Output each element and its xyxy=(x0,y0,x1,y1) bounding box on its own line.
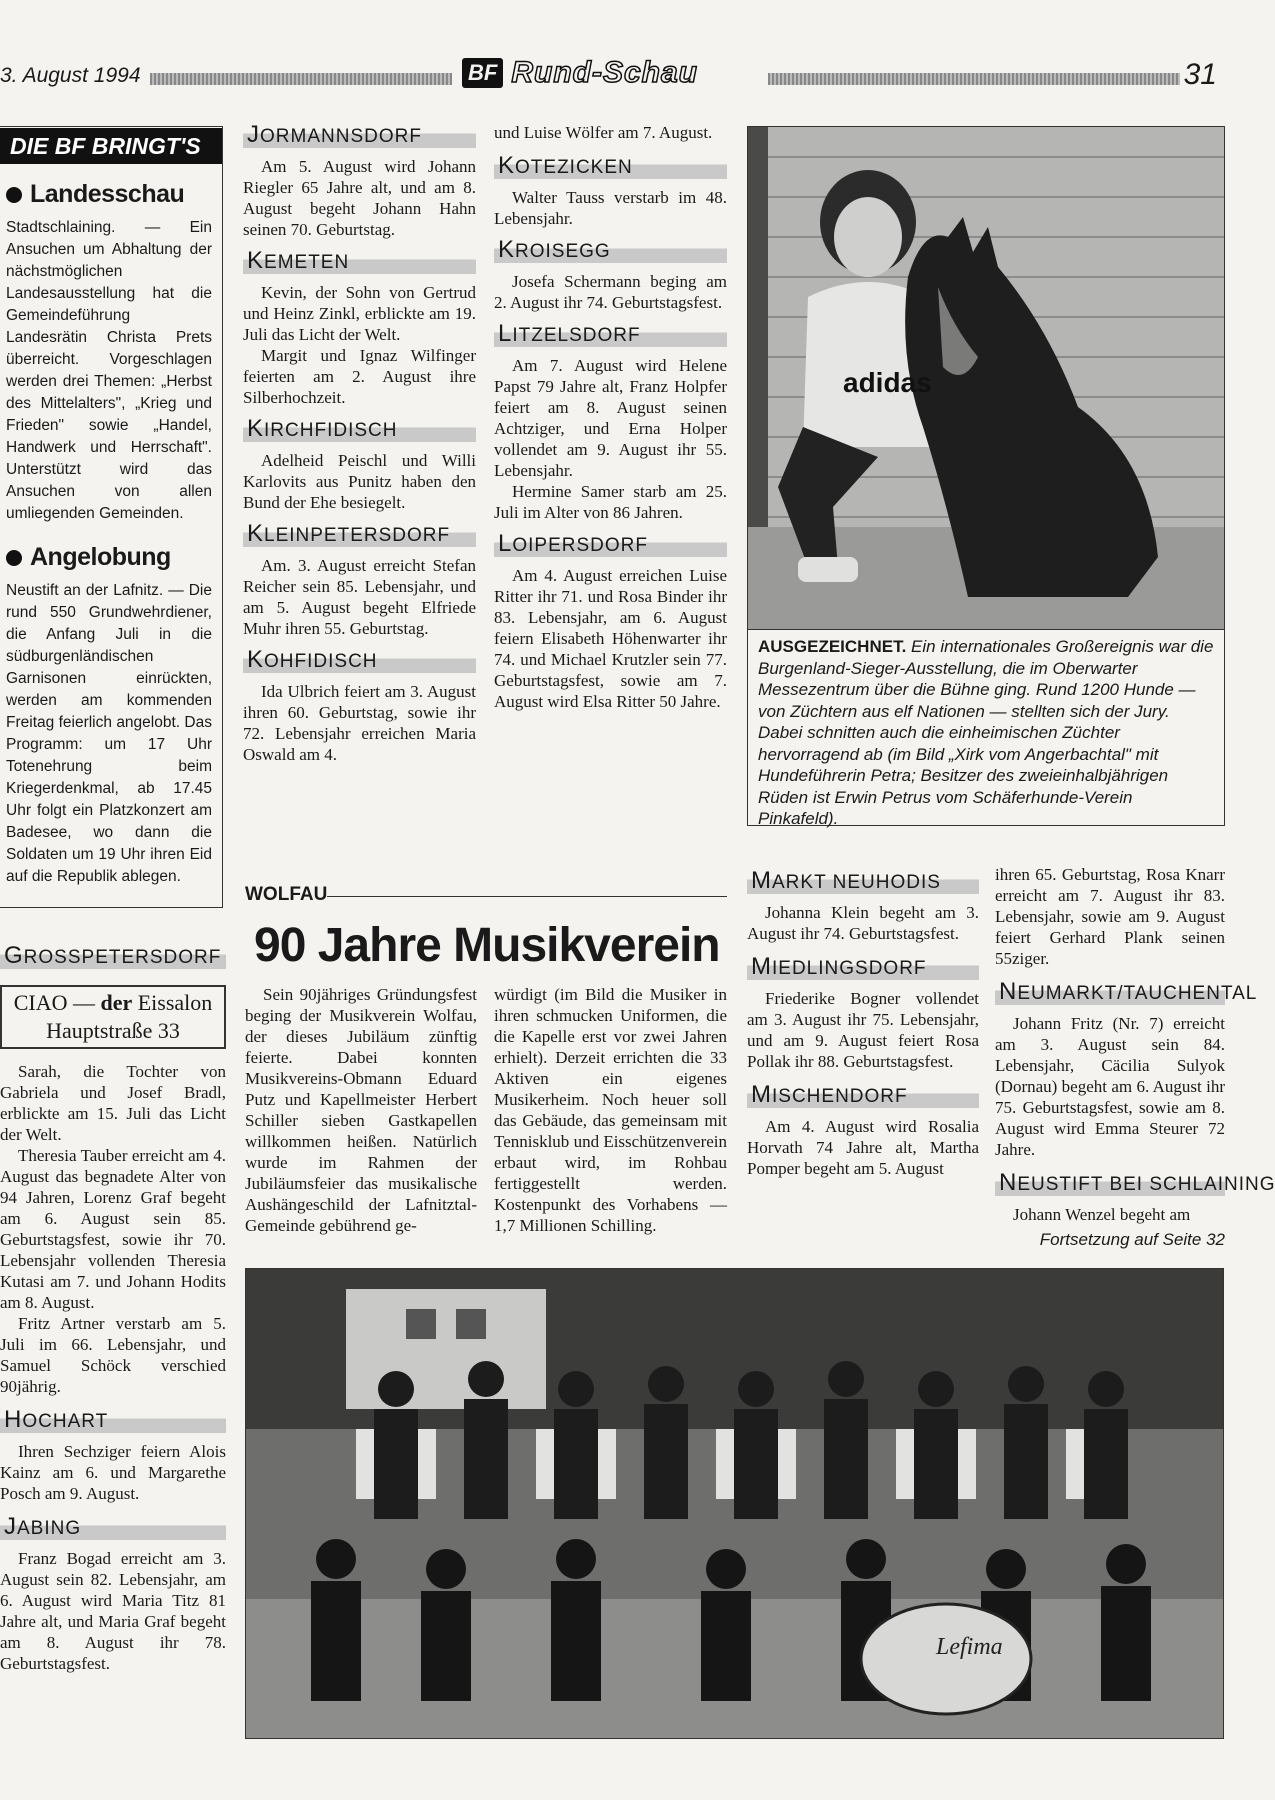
section-heading: JABING xyxy=(0,1514,226,1540)
section-heading: NEUSTIFT BEI SCHLAINING xyxy=(995,1170,1225,1196)
section-heading: KLEINPETERSDORF xyxy=(243,521,476,547)
section-body: Adelheid Peischl und Willi Karlovits aus Punitz haben den Bund der Ehe besiegelt. xyxy=(243,451,476,512)
section-body: Am 4. August erreichen Luise Ritter ihr 71. und Rosa Binder ihr 83. Lebensjahr, am 6. August feiern Elisabeth Höhenwarter ihr 74. und Michael Krutzler sein 77. Geburtstagsfest, sowie am 7. August wird Elsa Ritter 50 Jahre. xyxy=(494,566,727,711)
section-heading: JORMANNSDORF xyxy=(243,122,476,148)
wolfau-kicker-row xyxy=(245,884,728,906)
bf-bringts-banner: DIE BF BRINGT'S xyxy=(0,128,222,164)
band-photo xyxy=(245,1268,1224,1739)
column-6 xyxy=(995,864,1275,1251)
sidebar-item xyxy=(6,543,212,888)
section-body: Friederike Bogner vollendet am 3. August ihr 75. Lebensjahr, und am 9. August feiert Rosa Pollak ihr 88. Geburtstagsfest. xyxy=(747,989,979,1071)
sidebar-item xyxy=(6,180,212,525)
section-heading: KIRCHFIDISCH xyxy=(243,416,476,442)
continued-note: Fortsetzung auf Seite 32 xyxy=(1039,1230,1225,1249)
column-1-lower xyxy=(0,943,226,1674)
section-body: Am 4. August wird Rosalia Horvath 74 Jahre alt, Martha Pomper begeht am 5. August xyxy=(747,1117,979,1178)
section-heading: MIEDLINGSDORF xyxy=(747,954,979,980)
section-heading: LITZELSDORF xyxy=(494,321,727,347)
music-band-group-image xyxy=(246,1269,1223,1738)
section-heading: MARKT NEUHODIS xyxy=(747,868,979,894)
kicker: WOLFAU xyxy=(245,884,328,905)
section-body: Sarah, die Tochter von Gabriela und Josef Bradl, erblickte am 15. Juli das Licht der Welt. Theresia Tauber erreicht am 4. August das begnadete Alter von 94 Jahren, Lorenz Graf begeht am 6. August sein 85. Geburtstagsfest, sowie ihr 70. Lebensjahr vollenden Theresia Kutasi am 7. und Johann Hodits am 8. August. Fritz Artner verstarb am 5. Juli im 66. Lebensjahr, und Samuel Schöck verschied 90jährig. xyxy=(0,1062,226,1396)
column-5 xyxy=(747,868,979,1179)
section-body: Josefa Schermann beging am 2. August ihr 74. Geburtstagsfest. xyxy=(494,272,727,312)
article-text-col1: Sein 90jähriges Gründungsfest beging der Musikverein Wolfau, der dieses Jubiläum zünftig feierte. Dabei konnten Musikvereins-Obmann Eduard Putz und Kapellmeister Herbert Schiller sieben Gastkapellen willkommen heißen. Natürlich wurde im Rahmen der Jubiläumsfeier das musikalische Aushängeschild der Lafnitztal-Gemeinde gebührend ge- xyxy=(245,985,477,1235)
sidebar-heading: Landesschau xyxy=(6,180,212,209)
section-body: Walter Tauss verstarb im 48. Lebensjahr. xyxy=(494,188,727,228)
section-heading: MISCHENDORF xyxy=(747,1082,979,1108)
drum-text: Lefima xyxy=(936,1634,1003,1660)
section-body: Franz Bogad erreicht am 3. August sein 82. Lebensjahr, am 6. August wird Maria Titz 81 Jahre alt, und Maria Graf begeht am 8. August ihr 78. Geburtstagsfest. xyxy=(0,1549,226,1673)
bullet-icon xyxy=(6,550,22,566)
column-2 xyxy=(243,122,476,773)
section-body: und Luise Wölfer am 7. August. xyxy=(494,123,713,142)
section-body: Johann Wenzel begeht am xyxy=(1013,1205,1191,1224)
page-number: 31 xyxy=(1183,58,1217,91)
dog-caption: AUSGEZEICHNET. Ein internationales Großereignis war die Burgenland-Sieger-Ausstellung, die im Oberwarter Messezentrum über die Bühne ging. Rund 1200 Hunde — von Züchtern aus elf Nationen — stellten sich der Jury. Dabei schnitten auch die einheimischen Züchter hervorragend ab (im Bild „Xirk vom Angerbachtal" mit Hundeführerin Petra; Besitzer des zweieinhalbjährigen Rüden ist Erwin Petrus vom Schäferhunde-Verein Pinkafeld). xyxy=(758,637,1214,828)
eissalon-ad: CIAO — der Eissalon Hauptstraße 33 xyxy=(0,985,226,1049)
shirt-text: adidas xyxy=(843,367,932,398)
section-heading: GROSSPETERSDORF xyxy=(0,943,226,969)
dog-caption-box xyxy=(747,630,1225,826)
article-text-col2: würdigt (im Bild die Musiker in ihren schmucken Uniformen, die die Kapelle erst vor zwei Jahren erhielt). Derzeit errichten die 33 Aktiven ein eigenes Musikerheim. Noch heuer soll das Gebäude, das gemeinsam mit Tennisklub und Eisschützenverein erbaut wird, im Rohbau fertiggestellt werden. Kostenpunkt des Vorhabens — 1,7 Millionen Schilling. xyxy=(494,985,727,1235)
sidebar-text: Neustift an der Lafnitz. — Die rund 550 Grundwehrdiener, die Anfang Juli in die südburgenländischen Garnisonen einrückten, werden am kommenden Freitag feierlich angelobt. Das Programm: um 17 Uhr Totenehrung beim Kriegerdenkmal, ab 17.45 Uhr folgt ein Platzkonzert am Badesee, wo dann die Soldaten um 19 Uhr ihren Eid auf die Republik ablegen. xyxy=(6,582,212,885)
section-heading: KOTEZICKEN xyxy=(494,153,727,179)
section-body: ihren 65. Geburtstag, Rosa Knarr erreicht am 7. August ihr 83. Lebensjahr, sowie am 9. August feiert Gerhard Plank seinen 55ziger. xyxy=(995,865,1225,968)
dog-show-photo xyxy=(747,126,1225,630)
section-heading: KROISEGG xyxy=(494,237,727,263)
masthead xyxy=(462,56,698,90)
section-body: Kevin, der Sohn von Gertrud und Heinz Zinkl, erblickte am 19. Juli das Licht der Welt. Margit und Ignaz Wilfinger feierten am 2. August ihre Silberhochzeit. xyxy=(243,283,476,407)
paper-title: Rund-Schau xyxy=(511,56,698,89)
issue-date: 3. August 1994 xyxy=(0,64,141,87)
section-body: Ihren Sechziger feiern Alois Kainz am 6. und Margarethe Posch am 9. August. xyxy=(0,1442,226,1503)
section-heading: HOCHART xyxy=(0,1407,226,1433)
sidebar-heading: Angelobung xyxy=(6,543,212,572)
bullet-icon xyxy=(6,187,22,203)
sidebar-text: Stadtschlaining. — Ein Ansuchen um Abhaltung der nächstmöglichen Landesausstellung hat die Gemeindeführung Landesrätin Christa Prets überreicht. Vorgeschlagen werden drei Themen: „Herbst des Mittelalters", „Krieg und Frieden" sowie „Handel, Handwerk und Herrschaft". Unterstützt wird das Ansuchen von allen umliegenden Gemeinden. xyxy=(6,219,212,522)
section-heading: KOHFIDISCH xyxy=(243,647,476,673)
section-body: Am 7. August wird Helene Papst 79 Jahre alt, Franz Holpfer feiert am 8. August seinen Achtziger, und Erna Holper vollendet am 9. August ihr 55. Lebensjahr. Hermine Samer starb am 25. Juli im Alter von 86 Jahren. xyxy=(494,356,727,522)
section-heading: NEUMARKT/TAUCHENTAL xyxy=(995,979,1225,1005)
section-body: Am. 3. August erreicht Stefan Reicher sein 85. Lebensjahr, und am 5. August begeht Elfriede Muhr ihren 55. Geburtstag. xyxy=(243,556,476,638)
section-heading: KEMETEN xyxy=(243,248,476,274)
article-headline: 90 Jahre Musikverein xyxy=(254,919,720,972)
section-body: Ida Ulbrich feiert am 3. August ihren 60. Geburtstag, sowie ihr 72. Lebensjahr erreichen Maria Oswald am 4. xyxy=(243,682,476,764)
dog-and-handler-image xyxy=(748,127,1224,629)
section-heading: LOIPERSDORF xyxy=(494,531,727,557)
header-rule-right xyxy=(768,73,1180,85)
section-body: Johanna Klein begeht am 3. August ihr 74. Geburtstagsfest. xyxy=(747,903,979,943)
column-3 xyxy=(494,122,727,720)
section-body: Am 5. August wird Johann Riegler 65 Jahre alt, und am 8. August begeht Johann Hahn seinen 70. Geburtstag. xyxy=(243,157,476,239)
header-rule-left xyxy=(150,73,452,85)
bf-logo: BF xyxy=(462,58,503,88)
section-body: Johann Fritz (Nr. 7) erreicht am 3. August sein 84. Lebensjahr, Cäcilia Sulyok (Dornau) begeht am 6. August ihr 75. Geburtstagsfest, sowie am 8. August wird Emma Steurer 72 Jahre. xyxy=(995,1014,1225,1159)
